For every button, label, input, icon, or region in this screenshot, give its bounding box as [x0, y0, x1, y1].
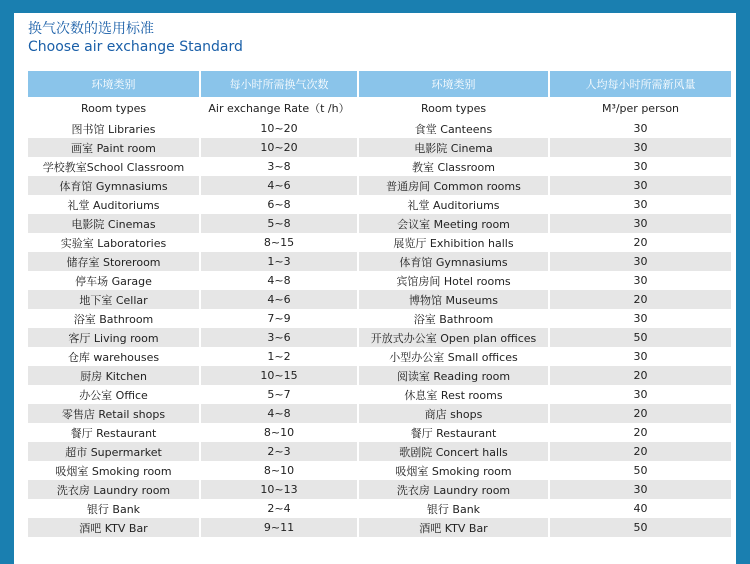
cell-fresh-air: 30 — [549, 138, 731, 157]
units-per-person: M³/per person — [549, 97, 731, 119]
table-row — [28, 233, 731, 252]
title-english: Choose air exchange Standard — [28, 39, 243, 55]
cell-exchange-rate: 8~15 — [200, 233, 358, 252]
cell-room-type: 电影院 Cinemas — [28, 214, 200, 233]
cell-fresh-air: 50 — [549, 461, 731, 480]
cell-exchange-rate: 8~10 — [200, 423, 358, 442]
table-row — [28, 366, 731, 385]
table-row — [28, 290, 731, 309]
cell-room-type: 学校教室School Classroom — [28, 157, 200, 176]
table-row — [28, 195, 731, 214]
cell-exchange-rate: 7~9 — [200, 309, 358, 328]
units-room-types-2: Room types — [358, 97, 549, 119]
table-row — [28, 499, 731, 518]
cell-room-type-2: 阅读室 Reading room — [358, 366, 549, 385]
cell-room-type: 画室 Paint room — [28, 138, 200, 157]
table-row — [28, 119, 731, 138]
cell-fresh-air: 30 — [549, 157, 731, 176]
cell-exchange-rate: 5~8 — [200, 214, 358, 233]
table-row — [28, 423, 731, 442]
cell-room-type-2: 博物馆 Museums — [358, 290, 549, 309]
cell-room-type: 超市 Supermarket — [28, 442, 200, 461]
cell-room-type: 礼堂 Auditoriums — [28, 195, 200, 214]
cell-room-type: 零售店 Retail shops — [28, 404, 200, 423]
cell-room-type: 储存室 Storeroom — [28, 252, 200, 271]
header-environment-type: 环境类别 — [28, 71, 200, 97]
table-row — [28, 461, 731, 480]
table-row — [28, 271, 731, 290]
cell-room-type: 银行 Bank — [28, 499, 200, 518]
cell-fresh-air: 20 — [549, 366, 731, 385]
cell-room-type-2: 食堂 Canteens — [358, 119, 549, 138]
cell-exchange-rate: 3~8 — [200, 157, 358, 176]
cell-room-type-2: 体育馆 Gymnasiums — [358, 252, 549, 271]
cell-room-type: 办公室 Office — [28, 385, 200, 404]
units-room-types: Room types — [28, 97, 200, 119]
header-fresh-air-per-person: 人均每小时所需新风量 — [549, 71, 731, 97]
air-exchange-table — [28, 71, 731, 537]
cell-room-type-2: 餐厅 Restaurant — [358, 423, 549, 442]
cell-room-type-2: 商店 shops — [358, 404, 549, 423]
cell-exchange-rate: 4~8 — [200, 404, 358, 423]
cell-fresh-air: 40 — [549, 499, 731, 518]
cell-fresh-air: 30 — [549, 214, 731, 233]
table-row — [28, 252, 731, 271]
table-row — [28, 385, 731, 404]
cell-room-type: 体育馆 Gymnasiums — [28, 176, 200, 195]
cell-exchange-rate: 4~6 — [200, 176, 358, 195]
table-row — [28, 347, 731, 366]
cell-room-type-2: 吸烟室 Smoking room — [358, 461, 549, 480]
cell-room-type-2: 小型办公室 Small offices — [358, 347, 549, 366]
cell-fresh-air: 20 — [549, 290, 731, 309]
cell-room-type: 图书馆 Libraries — [28, 119, 200, 138]
cell-room-type-2: 宾馆房间 Hotel rooms — [358, 271, 549, 290]
table-row — [28, 480, 731, 499]
cell-exchange-rate: 2~3 — [200, 442, 358, 461]
cell-room-type-2: 开放式办公室 Open plan offices — [358, 328, 549, 347]
header-air-exchange-rate: 每小时所需换气次数 — [200, 71, 358, 97]
cell-exchange-rate: 1~3 — [200, 252, 358, 271]
cell-room-type-2: 歌剧院 Concert halls — [358, 442, 549, 461]
table-row — [28, 518, 731, 537]
cell-room-type: 厨房 Kitchen — [28, 366, 200, 385]
cell-exchange-rate: 10~15 — [200, 366, 358, 385]
table-row — [28, 442, 731, 461]
cell-fresh-air: 50 — [549, 328, 731, 347]
cell-fresh-air: 30 — [549, 480, 731, 499]
cell-room-type: 仓库 warehouses — [28, 347, 200, 366]
cell-fresh-air: 30 — [549, 271, 731, 290]
header-environment-type-2: 环境类别 — [358, 71, 549, 97]
cell-exchange-rate: 10~20 — [200, 119, 358, 138]
cell-room-type-2: 电影院 Cinema — [358, 138, 549, 157]
cell-exchange-rate: 4~6 — [200, 290, 358, 309]
cell-room-type: 餐厅 Restaurant — [28, 423, 200, 442]
cell-room-type-2: 休息室 Rest rooms — [358, 385, 549, 404]
cell-room-type: 实验室 Laboratories — [28, 233, 200, 252]
heading — [28, 21, 243, 56]
cell-fresh-air: 20 — [549, 233, 731, 252]
cell-fresh-air: 30 — [549, 385, 731, 404]
cell-room-type-2: 银行 Bank — [358, 499, 549, 518]
cell-exchange-rate: 4~8 — [200, 271, 358, 290]
title-chinese: 换气次数的选用标准 — [28, 21, 154, 37]
cell-fresh-air: 50 — [549, 518, 731, 537]
cell-fresh-air: 30 — [549, 119, 731, 138]
cell-room-type-2: 洗衣房 Laundry room — [358, 480, 549, 499]
cell-exchange-rate: 10~13 — [200, 480, 358, 499]
cell-exchange-rate: 8~10 — [200, 461, 358, 480]
units-exchange-rate: Air exchange Rate（t /h） — [200, 97, 358, 119]
cell-fresh-air: 20 — [549, 442, 731, 461]
cell-room-type-2: 浴室 Bathroom — [358, 309, 549, 328]
cell-room-type: 停车场 Garage — [28, 271, 200, 290]
cell-exchange-rate: 1~2 — [200, 347, 358, 366]
table-row — [28, 309, 731, 328]
cell-room-type: 客厅 Living room — [28, 328, 200, 347]
cell-room-type: 地下室 Cellar — [28, 290, 200, 309]
cell-room-type-2: 展览厅 Exhibition halls — [358, 233, 549, 252]
units-row — [28, 97, 731, 119]
table-row — [28, 404, 731, 423]
cell-exchange-rate: 10~20 — [200, 138, 358, 157]
cell-fresh-air: 30 — [549, 347, 731, 366]
header-row — [28, 71, 731, 97]
table-row — [28, 214, 731, 233]
cell-fresh-air: 20 — [549, 423, 731, 442]
cell-room-type: 洗衣房 Laundry room — [28, 480, 200, 499]
cell-fresh-air: 30 — [549, 309, 731, 328]
cell-room-type: 浴室 Bathroom — [28, 309, 200, 328]
cell-room-type-2: 会议室 Meeting room — [358, 214, 549, 233]
cell-fresh-air: 30 — [549, 176, 731, 195]
cell-exchange-rate: 6~8 — [200, 195, 358, 214]
table-row — [28, 176, 731, 195]
cell-room-type-2: 酒吧 KTV Bar — [358, 518, 549, 537]
cell-fresh-air: 20 — [549, 404, 731, 423]
cell-fresh-air: 30 — [549, 252, 731, 271]
page-frame — [14, 13, 736, 564]
cell-exchange-rate: 3~6 — [200, 328, 358, 347]
cell-room-type-2: 普通房间 Common rooms — [358, 176, 549, 195]
cell-room-type: 酒吧 KTV Bar — [28, 518, 200, 537]
cell-room-type-2: 教室 Classroom — [358, 157, 549, 176]
table-row — [28, 328, 731, 347]
cell-room-type: 吸烟室 Smoking room — [28, 461, 200, 480]
cell-fresh-air: 30 — [549, 195, 731, 214]
table-row — [28, 157, 731, 176]
cell-exchange-rate: 9~11 — [200, 518, 358, 537]
cell-room-type-2: 礼堂 Auditoriums — [358, 195, 549, 214]
cell-exchange-rate: 2~4 — [200, 499, 358, 518]
cell-exchange-rate: 5~7 — [200, 385, 358, 404]
table-row — [28, 138, 731, 157]
